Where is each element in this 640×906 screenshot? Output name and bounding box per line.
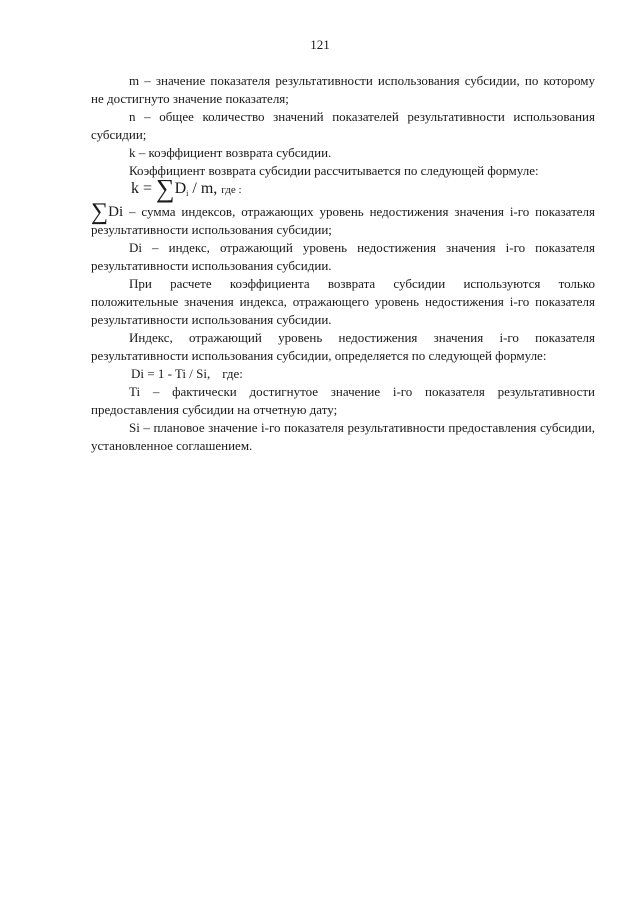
sum-definition-text: – сумма индексов, отражающих уровень недостижения значения i-го показателя результативности использования субсидии;	[91, 204, 595, 237]
paragraph-positive-note: При расчете коэффициента возврата субсидии используются только положительные значения индекса, отражающего уровень недостижения i-го показателя результативности использования субсидии.	[91, 276, 595, 327]
formula-k-where: где :	[221, 184, 242, 196]
paragraph-n-definition: n – общее количество значений показателей результативности использования субсидии;	[91, 109, 595, 142]
paragraph-k-definition: k – коэффициент возврата субсидии.	[129, 145, 332, 160]
paragraph-ti-definition: Ti – фактически достигнутое значение i-го показателя результативности предоставления субсидии на отчетную дату;	[91, 384, 595, 417]
paragraph-si-definition: Si – плановое значение i-го показателя результативности предоставления субсидии, установленное соглашением.	[91, 420, 595, 453]
document-body	[91, 72, 595, 455]
formula-di-where: где:	[222, 366, 243, 381]
sigma-symbol-inline: ∑	[91, 199, 109, 225]
formula-k	[91, 174, 595, 203]
sigma-symbol: ∑	[156, 174, 175, 203]
formula-k-subscript: i	[186, 189, 189, 198]
formula-k-d: D	[174, 180, 187, 197]
formula-k-lhs: k =	[131, 180, 153, 197]
paragraph-k-formula-intro: Коэффициент возврата субсидии рассчитывается по следующей формуле:	[129, 163, 539, 178]
formula-di-expression: Di = 1 - Ti / Si,	[131, 366, 211, 381]
formula-di	[91, 365, 595, 383]
sum-di-label: Di	[108, 204, 124, 220]
page-number: 121	[310, 37, 330, 52]
paragraph-m-definition: m – значение показателя результативности использования субсидии, по которому не достигнуто значение показателя;	[91, 73, 595, 106]
paragraph-di-definition: Di – индекс, отражающий уровень недостижения значения i-го показателя результативности использования субсидии.	[91, 240, 595, 273]
formula-k-rest: / m,	[192, 180, 218, 197]
paragraph-sum-definition	[49, 199, 595, 239]
paragraph-di-formula-intro: Индекс, отражающий уровень недостижения значения i-го показателя результативности использования субсидии, определяется по следующей формуле:	[91, 330, 595, 363]
